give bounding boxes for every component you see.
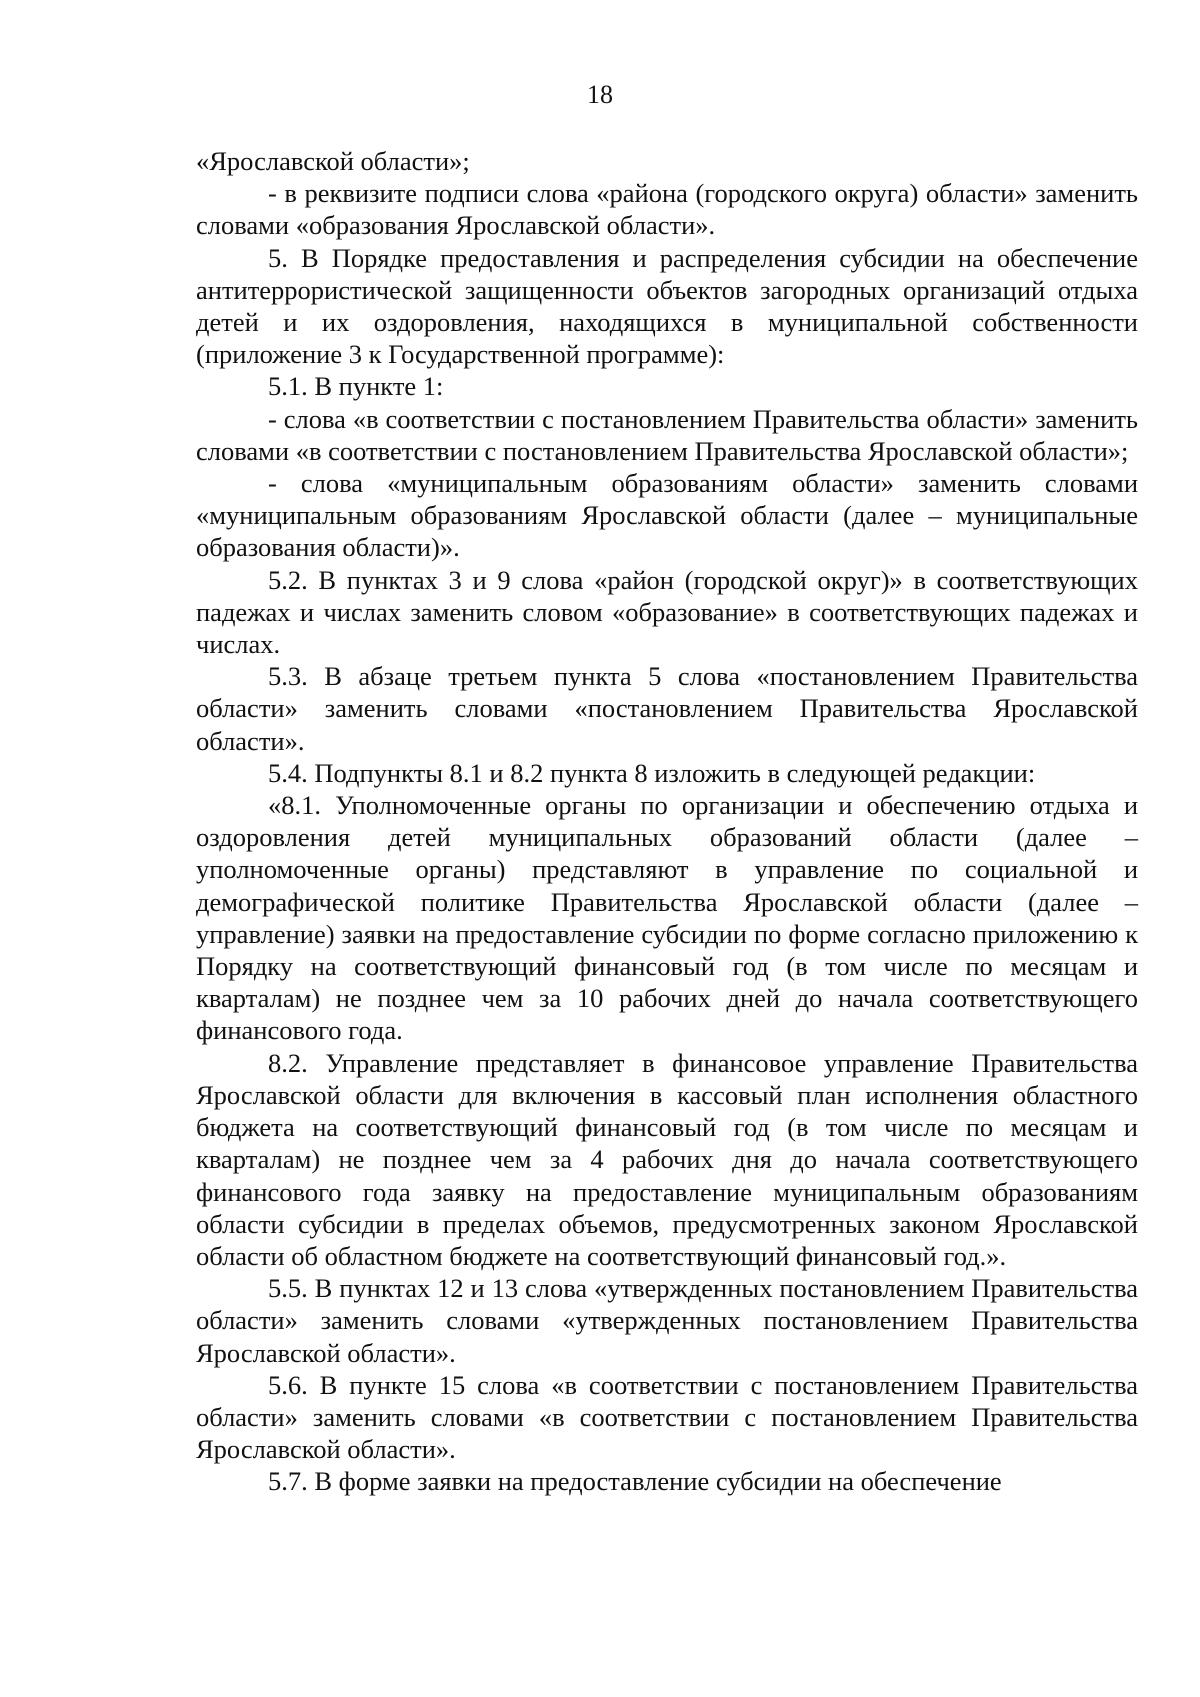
paragraph: - слова «в соответствии с постановлением Правительства области» заменить словами «в соответствии с постановлением Правительства Ярославской области»; xyxy=(196,403,1138,466)
page-number: 18 xyxy=(587,80,613,109)
paragraph: 5.6. В пункте 15 слова «в соответствии с постановлением Правительства области» заменить словами «в соответствии с постановлением Правительства Ярославской области». xyxy=(196,1369,1138,1465)
paragraph: 5. В Порядке предоставления и распределения субсидии на обеспечение антитеррористической защищенности объектов загородных организаций отдыха детей и их оздоровления, находящихся в муниципальной собственности (приложение 3 к Государственной программе): xyxy=(196,242,1138,370)
paragraph: 5.2. В пунктах 3 и 9 слова «район (городской округ)» в соответствующих падежах и числах заменить словом «образование» в соответствующих падежах и числах. xyxy=(196,564,1138,660)
paragraph: 5.7. В форме заявки на предоставление субсидии на обеспечение xyxy=(268,1466,1002,1497)
paragraph: 8.2. Управление представляет в финансовое управление Правительства Ярославской области для включения в кассовый план исполнения областного бюджета на соответствующий финансовый год (в том числе по месяцам и кварталам) не позднее чем за 4 рабочих дня до начала соответствующего финансового года заявку на предоставление муниципальным образованиям области субсидии в пределах объемов, предусмотренных законом Ярославской области об областном бюджете на соответствующий финансовый год.». xyxy=(196,1047,1138,1271)
paragraph: «Ярославской области»; xyxy=(196,146,470,176)
paragraph: - слова «муниципальным образованиям области» заменить словами «муниципальным образованиям Ярославской области (далее – муниципальные образования области)». xyxy=(196,468,1138,563)
paragraph: «8.1. Уполномоченные органы по организации и обеспечению отдыха и оздоровления детей муниципальных образований области (далее – уполномоченные органы) представляют в управление по социальной и демографической политике Правительства Ярославской области (далее – управление) заявки на предоставление субсидии по форме согласно приложению к Порядку на соответствующий финансовый год (в том числе по месяцам и кварталам) не позднее чем за 10 рабочих дней до начала соответствующего финансового года. xyxy=(196,790,1138,1046)
document-body xyxy=(196,145,1138,1498)
paragraph: 5.1. В пункте 1: xyxy=(268,371,444,402)
paragraph: 5.4. Подпункты 8.1 и 8.2 пункта 8 изложить в следующей редакции: xyxy=(268,757,1036,788)
paragraph: 5.5. В пунктах 12 и 13 слова «утвержденных постановлением Правительства области» заменить словами «утвержденных постановлением Правительства Ярославской области». xyxy=(196,1273,1138,1368)
paragraph: - в реквизите подписи слова «района (городского округа) области» заменить словами «образования Ярославской области». xyxy=(196,178,1138,241)
paragraph: 5.3. В абзаце третьем пункта 5 слова «постановлением Правительства области» заменить словами «постановлением Правительства Ярославской области». xyxy=(196,661,1138,756)
